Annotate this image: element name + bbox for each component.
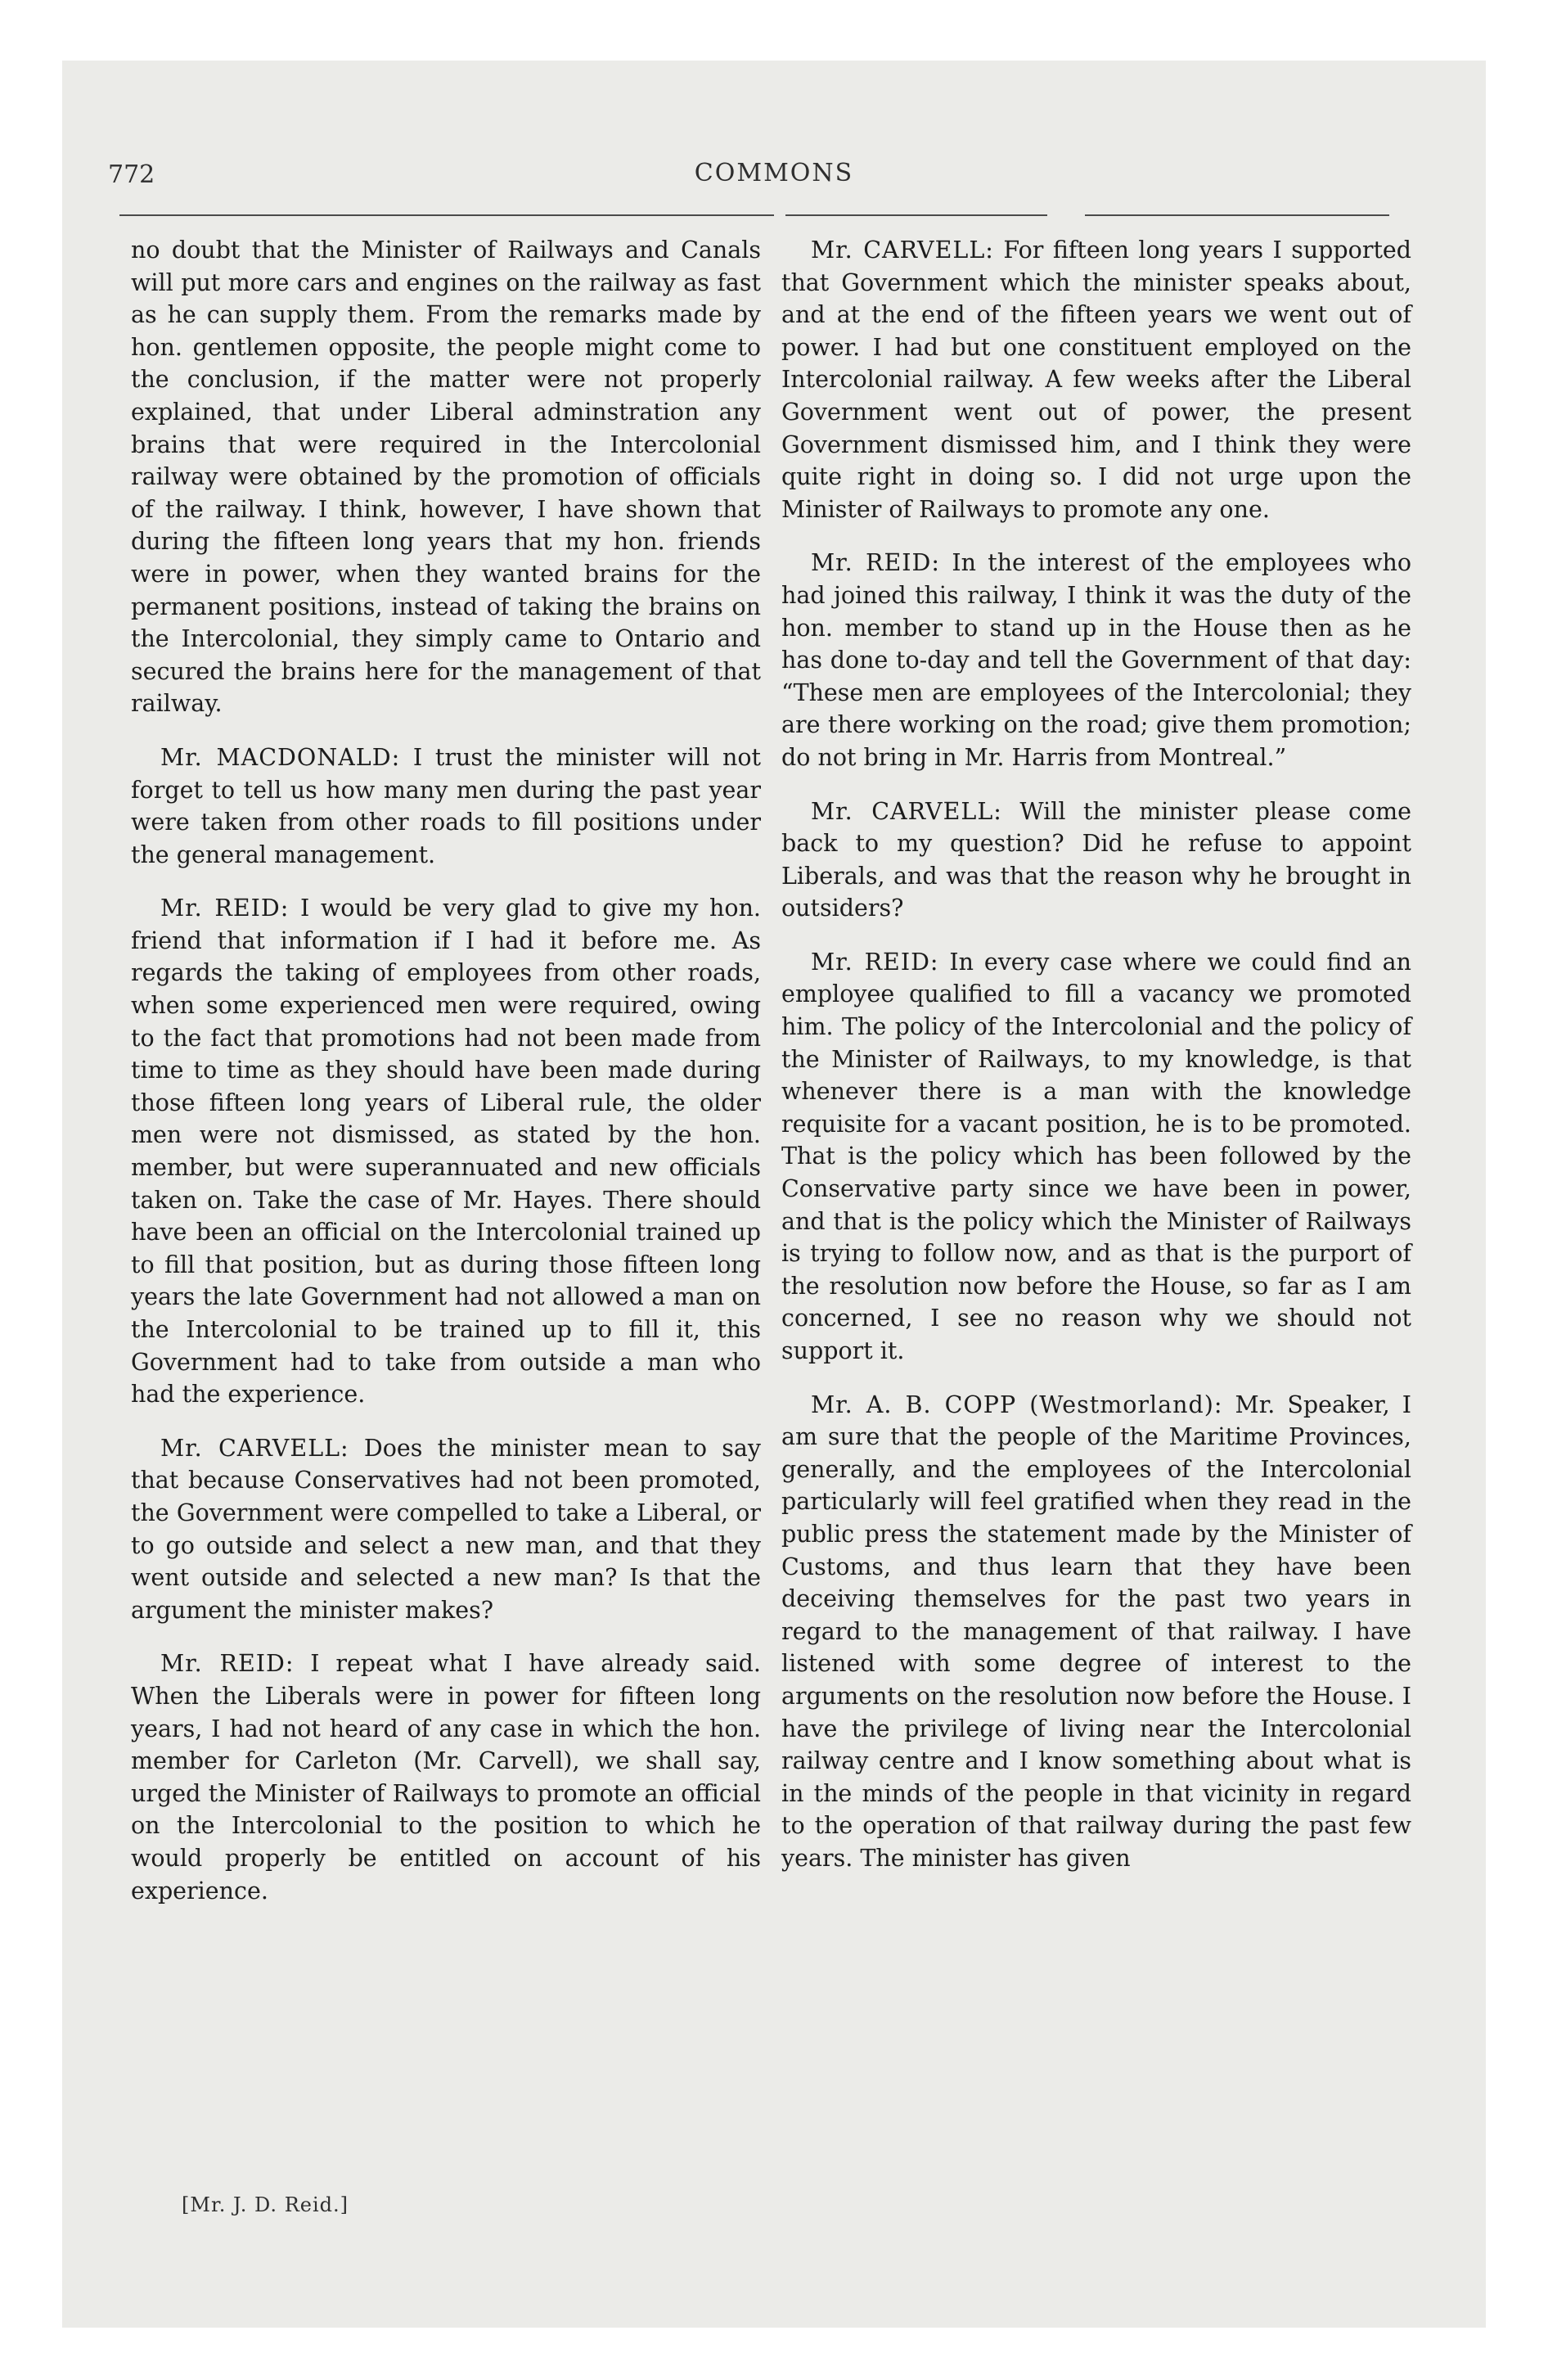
- paragraph-macdonald: [131, 741, 761, 871]
- speech-text: For fifteen long years I supported that Government which the minister speaks about, and at the end of the fifteen years we went out of power. I had but one constituent employed on the Intercolonial railway. A few weeks after the Liberal Government went out of power, the present Government dismissed him, and I think they were quite right in doing so. I did not urge upon the Minister of Railways to promote any one.: [781, 237, 1412, 523]
- speaker-name: Mr. REID:: [160, 895, 290, 922]
- speaker-name: Mr. A. B. COPP (Westmorland):: [811, 1391, 1223, 1418]
- page-number: 772: [108, 160, 155, 189]
- footer-speaker-tag: [Mr. J. D. Reid.]: [182, 2193, 349, 2216]
- speech-text: In the interest of the employees who had joined this railway, I think it was the duty of the hon. member to stand up in the House then as he has done to-day and tell the Government of that day: “These men are employees of the Intercolonial; they are there working on the road; give them promotion; do not bring in Mr. Harris from Montreal.”: [781, 549, 1411, 771]
- speaker-name: Mr. REID:: [811, 549, 941, 577]
- right-column: [781, 234, 1411, 1896]
- paragraph-reid-2: [131, 1648, 761, 1907]
- speaker-name: Mr. CARVELL:: [811, 797, 1002, 825]
- speaker-name: Mr. MACDONALD:: [160, 743, 401, 771]
- speech-text: In every case where we could find an employee qualified to fill a vacancy we promoted him. The policy of the Intercolonial and the policy of the Minister of Railways, to my knowledge, is that whenever there is a man with the knowledge requisite for a vacant position, he is to be promoted. That is the policy which has been followed by the Conservative party since we have been in power, and that is the policy which the Minister of Railways is trying to follow now, and as that is the purport of the resolution now before the House, so far as I am concerned, I see no reason why we should not support it.: [781, 948, 1411, 1364]
- speech-text: I repeat what I have already said. When the Liberals were in power for fifteen long years, I had not heard of any case in which the hon. member for Carleton (Mr. Carvell), we shall say, urged the Minister of Railways to promote an official on the Intercolonial to the position to which he would properly be entitled on account of his experience.: [131, 1650, 761, 1904]
- speech-text: Will the minister please come back to my question? Did he refuse to appoint Liberals, and was that the reason why he brought in outsiders?: [781, 797, 1411, 922]
- speaker-name: Mr. REID:: [160, 1650, 295, 1678]
- paragraph-continuation: no doubt that the Minister of Railways and Canals will put more cars and engines on the railway as fast as he can supply them. From the remarks made by hon. gentlemen opposite, the people might come to the conclusion, if the matter were not properly explained, that under Liberal adminstration any brains that were required in the Intercolonial railway were obtained by the promotion of officials of the railway. I think, however, I have shown that during the fifteen long years that my hon. friends were in power, when they wanted brains for the permanent positions, instead of taking the brains on the Intercolonial, they simply came to Ontario and secured the brains here for the management of that railway.: [131, 237, 761, 718]
- paragraph-carvell-2: [781, 234, 1411, 525]
- speaker-name: Mr. REID:: [811, 948, 939, 976]
- paragraph-reid-3: [781, 547, 1411, 773]
- paragraph-carvell-1: [131, 1432, 761, 1627]
- speech-text: Does the minister mean to say that because Conservatives had not been promoted, the Government were compelled to take a Liberal, or to go outside and select a new man, and that they went outside and selected a new man? Is that the argument the minister makes?: [131, 1434, 762, 1624]
- paragraph-copp: [781, 1389, 1411, 1875]
- speaker-name: Mr. CARVELL:: [811, 237, 994, 264]
- paragraph-reid-1: [131, 892, 761, 1411]
- left-column: [131, 234, 761, 1928]
- header-rule-right: [1085, 214, 1389, 216]
- speaker-name: Mr. CARVELL:: [160, 1434, 349, 1462]
- header-rule-left: [119, 214, 774, 216]
- speech-text: I trust the minister will not forget to tell us how many men during the past year were taken from other roads to fill positions under the general management.: [131, 743, 761, 868]
- speech-text: Mr. Speaker, I am sure that the people of the Maritime Provinces, generally, and the employees of the Intercolonial particularly will feel gratified when they read in the public press the statement made by the Minister of Customs, and thus learn that they have been deceiving themselves for the past two years in regard to the management of that railway. I have listened with some degree of interest to the arguments on the resolution now before the House. I have the privilege of living near the Intercolonial railway centre and I know something about what is in the minds of the people in that vicinity in regard to the operation of that railway during the past few years. The minister has given: [781, 1391, 1411, 1872]
- paragraph-reid-4: [781, 946, 1411, 1368]
- header-rule-middle: [785, 214, 1047, 216]
- paragraph-carvell-3: [781, 796, 1411, 925]
- running-head: COMMONS: [694, 159, 854, 187]
- speech-text: I would be very glad to give my hon. friend that information if I had it before me. As regards the taking of employees from other roads, when some experienced men were required, owing to the fact that promotions had not been made from time to time as they should have been made during those fifteen long years of Liberal rule, the older men were not dismissed, as stated by the hon. member, but were superannuated and new officials taken on. Take the case of Mr. Hayes. There should have been an official on the Intercolonial trained up to fill that position, but as during those fifteen long years the late Government had not allowed a man on the Intercolonial to be trained up to fill it, this Government had to take from outside a man who had the experience.: [131, 895, 761, 1409]
